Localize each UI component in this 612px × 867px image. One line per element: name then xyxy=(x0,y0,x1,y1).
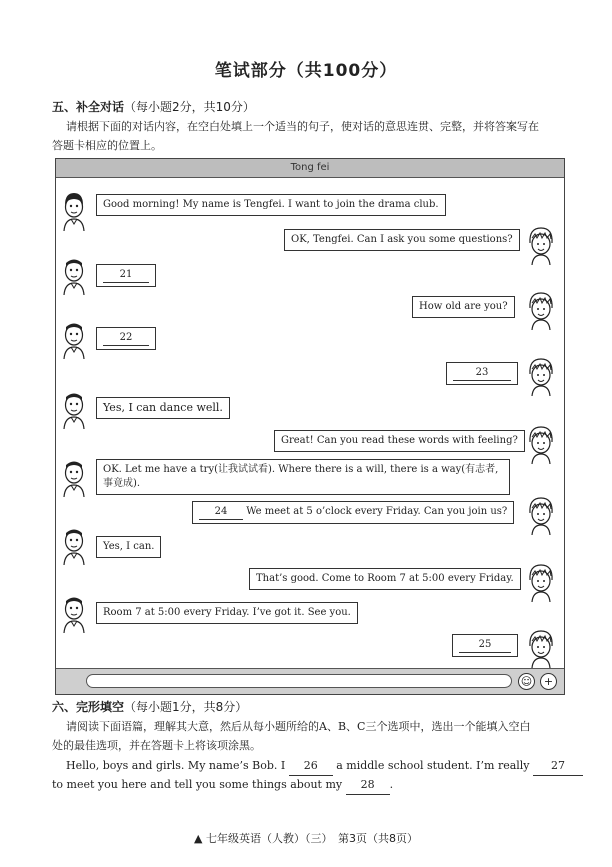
boy-avatar-icon xyxy=(59,525,89,565)
chat-input-field[interactable] xyxy=(86,674,512,688)
blank-22[interactable]: 22 xyxy=(103,331,149,346)
boy-avatar-icon xyxy=(59,593,89,633)
section5-instruction-line1: 请根据下面的对话内容，在空白处填上一个适当的句子，使对话的意思连贯、完整，并将答案写在 xyxy=(66,120,539,133)
blank-26[interactable]: 26 xyxy=(289,756,333,776)
page-title: 笔试部分（共100分） xyxy=(214,61,398,81)
chat-answer-21 xyxy=(96,264,156,287)
boy-avatar-icon xyxy=(59,389,89,429)
chat-message-girl-3: Great! Can you read these words with feeling? xyxy=(274,430,525,452)
chat-message-boy-1: Good morning! My name is Tengfei. I want to join the drama club. xyxy=(96,194,446,216)
chat-message-girl-2: How old are you? xyxy=(412,296,515,318)
publisher-logo-icon: ▲ xyxy=(194,832,203,845)
girl-avatar-icon xyxy=(526,225,556,265)
chat-message-girl-1: OK, Tengfei. Can I ask you some questions? xyxy=(284,229,520,251)
section6-instruction-line2: 处的最佳选项，并在答题卡上将该项涂黑。 xyxy=(52,739,261,752)
boy-avatar-icon xyxy=(59,191,89,231)
chat-message-boy-5: Room 7 at 5:00 every Friday. I’ve got it. See you. xyxy=(96,602,358,624)
chat-answer-22 xyxy=(96,327,156,350)
girl-avatar-icon xyxy=(526,424,556,464)
cloze-line-1: Hello, boys and girls. My name’s Bob. I 26 a middle school student. I’m really 27 xyxy=(66,756,583,776)
girl-avatar-icon xyxy=(526,356,556,396)
add-button-icon[interactable]: + xyxy=(540,673,557,690)
girl-avatar-icon xyxy=(526,495,556,535)
blank-27[interactable]: 27 xyxy=(533,756,583,776)
blank-23[interactable]: 23 xyxy=(453,366,511,381)
section5-instruction-line2: 答题卡相应的位置上。 xyxy=(52,139,162,152)
emoji-button-icon[interactable]: ☺ xyxy=(518,673,535,690)
chat-message-boy-4: Yes, I can. xyxy=(96,536,161,558)
chat-answer-23 xyxy=(446,362,518,385)
chat-message-girl-5: That’s good. Come to Room 7 at 5:00 every Friday. xyxy=(249,568,521,590)
section6-heading: 六、完形填空（每小题1分，共8分） xyxy=(52,700,248,714)
page-footer xyxy=(0,830,612,846)
blank-24[interactable]: 24 xyxy=(199,505,243,520)
chat-window xyxy=(55,158,565,695)
girl-avatar-icon xyxy=(526,290,556,330)
chat-message-girl-4 xyxy=(192,501,514,524)
footer-text: 七年级英语（人教）（三） 第3页（共8页） xyxy=(205,832,418,845)
chat-message-boy-2: Yes, I can dance well. xyxy=(96,397,230,419)
girl-avatar-icon xyxy=(526,628,556,668)
boy-avatar-icon xyxy=(59,457,89,497)
chat-answer-25 xyxy=(452,634,518,657)
blank-21[interactable]: 21 xyxy=(103,268,149,283)
blank-28[interactable]: 28 xyxy=(346,775,390,795)
blank-25[interactable]: 25 xyxy=(459,638,511,653)
chat-message-boy-3: OK. Let me have a try(让我试试看). Where there is a will, there is a way(有志者,事竟成). xyxy=(96,459,510,495)
girl-avatar-icon xyxy=(526,562,556,602)
section6-instruction-line1: 请阅读下面语篇，理解其大意，然后从每小题所给的A、B、C三个选项中，选出一个能填入空白 xyxy=(66,720,531,733)
boy-avatar-icon xyxy=(59,319,89,359)
cloze-line-2: to meet you here and tell you some things about my 28 . xyxy=(52,775,393,795)
chat-message-girl-4-text: We meet at 5 o’clock every Friday. Can you join us? xyxy=(246,506,508,517)
boy-avatar-icon xyxy=(59,255,89,295)
chat-window-title: Tong fei xyxy=(56,159,564,178)
chat-input-bar xyxy=(56,668,564,694)
section5-heading: 五、补全对话（每小题2分，共10分） xyxy=(52,100,255,114)
